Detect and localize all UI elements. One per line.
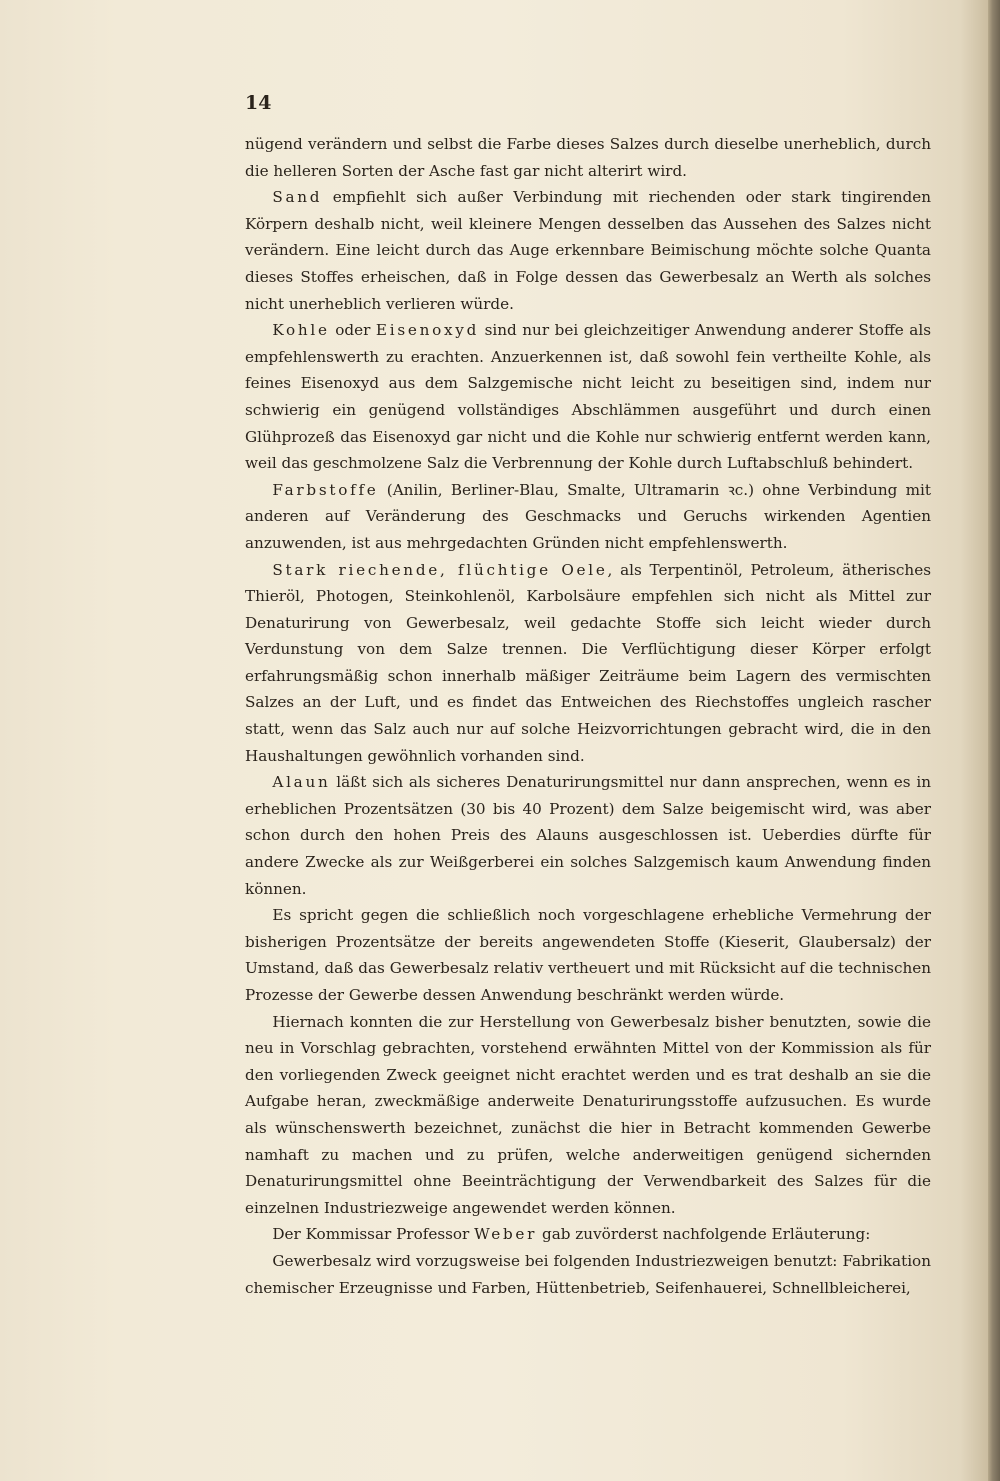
paragraph	[245, 1009, 931, 1222]
paragraph	[245, 1248, 931, 1301]
paragraph-text: (Anilin, Berliner-Blau, Smalte, Ultramarin ꝛc.) ohne Verbindung mit anderen auf Veränderung des Geschmacks und Geruchs wirkenden Agentien anzuwenden, ist aus mehrgedachten Gründen nicht empfehlenswerth.	[245, 480, 931, 552]
emphasized-term: Eisenoxyd	[375, 321, 480, 340]
page-edge	[988, 0, 1000, 1481]
emphasized-term: Kohle	[272, 321, 330, 340]
paragraph	[245, 769, 931, 902]
emphasized-term: Farbstoffe	[272, 480, 379, 499]
emphasized-term: Sand	[272, 188, 323, 207]
page-number: 14	[245, 92, 272, 114]
paragraph-text: läßt sich als sicheres Denaturirungsmittel nur dann ansprechen, wenn es in erheblichen Prozentsätzen (30 bis 40 Prozent) dem Salze beigemischt wird, was aber schon durch den hohen Preis des Alauns ausgeschlossen ist. Ueberdies dürfte für andere Zwecke als zur Weißgerberei ein solches Salzgemisch kaum Anwendung finden können.	[245, 773, 931, 898]
paragraph-text: , als Terpentinöl, Petroleum, ätherisches Thieröl, Photogen, Steinkohlenöl, Karbolsäure empfehlen sich nicht als Mittel zur Denaturirung von Gewerbesalz, weil gedachte Stoffe sich leicht wieder durch Verdunstung von dem Salze trennen. Die Verflüchtigung dieser Körper erfolgt erfahrungsmäßig schon innerhalb mäßiger Zeiträume beim Lagern des vermischten Salzes an der Luft, und es findet das Entweichen des Riechstoffes ungleich rascher statt, wenn das Salz auch nur auf solche Heizvorrichtungen gebracht wird, die in den Haushaltungen gewöhnlich vorhanden sind.	[245, 560, 931, 765]
paragraph-text: gab zuvörderst nachfolgende Erläuterung:	[537, 1225, 871, 1244]
paragraph-text: Gewerbesalz wird vorzugsweise bei folgenden Industriezweigen benutzt: Fabrikation chemischer Erzeugnisse und Farben, Hüttenbetrieb, Seifenhauerei, Schnellbleicherei,	[245, 1251, 931, 1297]
paragraph-text: Der Kommissar Professor	[272, 1225, 475, 1244]
body-text	[245, 131, 931, 1301]
paragraph-text: sind nur bei gleichzeitiger Anwendung anderer Stoffe als empfehlenswerth zu erachten. Anzuerkennen ist, daß sowohl fein vertheilte Kohle, als feines Eisenoxyd aus dem Salzgemische nicht leicht zu beseitigen sind, indem nur schwierig ein genügend vollständiges Abschlämmen ausgeführt und durch einen Glühprozeß das Eisenoxyd gar nicht und die Kohle nur schwierig entfernt werden kann, weil das geschmolzene Salz die Verbrennung der Kohle durch Luftabschluß behindert.	[245, 321, 931, 473]
paragraph-text: empfiehlt sich außer Verbindung mit riechenden oder stark tingirenden Körpern deshalb nicht, weil kleinere Mengen desselben das Aussehen des Salzes nicht verändern. Eine leicht durch das Auge erkennbare Beimischung möchte solche Quanta dieses Stoffes erheischen, daß in Folge dessen das Gewerbesalz an Werth als solches nicht unerheblich verlieren würde.	[245, 188, 931, 313]
paragraph-text: nügend verändern und selbst die Farbe dieses Salzes durch dieselbe unerheblich, durch die helleren Sorten der Asche fast gar nicht alterirt wird.	[245, 135, 931, 180]
paragraph	[245, 902, 931, 1008]
emphasized-term: Alaun	[272, 773, 331, 792]
paragraph	[245, 184, 931, 317]
emphasized-term: Weber	[474, 1225, 538, 1244]
paragraph	[245, 1221, 931, 1248]
paragraph-text: Es spricht gegen die schließlich noch vorgeschlagene erhebliche Vermehrung der bisherigen Prozentsätze der bereits angewendeten Stoffe (Kieserit, Glaubersalz) der Umstand, daß das Gewerbesalz relativ vertheuert und mit Rücksicht auf die technischen Prozesse der Gewerbe dessen Anwendung beschränkt werden würde.	[245, 906, 931, 1004]
paragraph	[245, 477, 931, 557]
emphasized-term: Stark riechende, flüchtige Oele	[272, 560, 608, 579]
paragraph	[245, 317, 931, 477]
paragraph	[245, 557, 931, 770]
paragraph-text: Hiernach konnten die zur Herstellung von Gewerbesalz bisher benutzten, sowie die neu in Vorschlag gebrachten, vorstehend erwähnten Mittel von der Kommission als für den vorliegenden Zweck geeignet nicht erachtet werden und es trat deshalb an sie die Aufgabe heran, zweckmäßige anderweite Denaturirungsstoffe aufzusuchen. Es wurde als wünschenswerth bezeichnet, zunächst die hier in Betracht kommenden Gewerbe namhaft zu machen und zu prüfen, welche anderweitigen genügend sichernden Denaturirungsmittel ohne Beeinträchtigung der Verwendbarkeit des Salzes für die einzelnen Industriezweige angewendet werden können.	[245, 1012, 931, 1217]
paragraph-text: oder	[329, 321, 376, 340]
paragraph	[245, 131, 931, 184]
